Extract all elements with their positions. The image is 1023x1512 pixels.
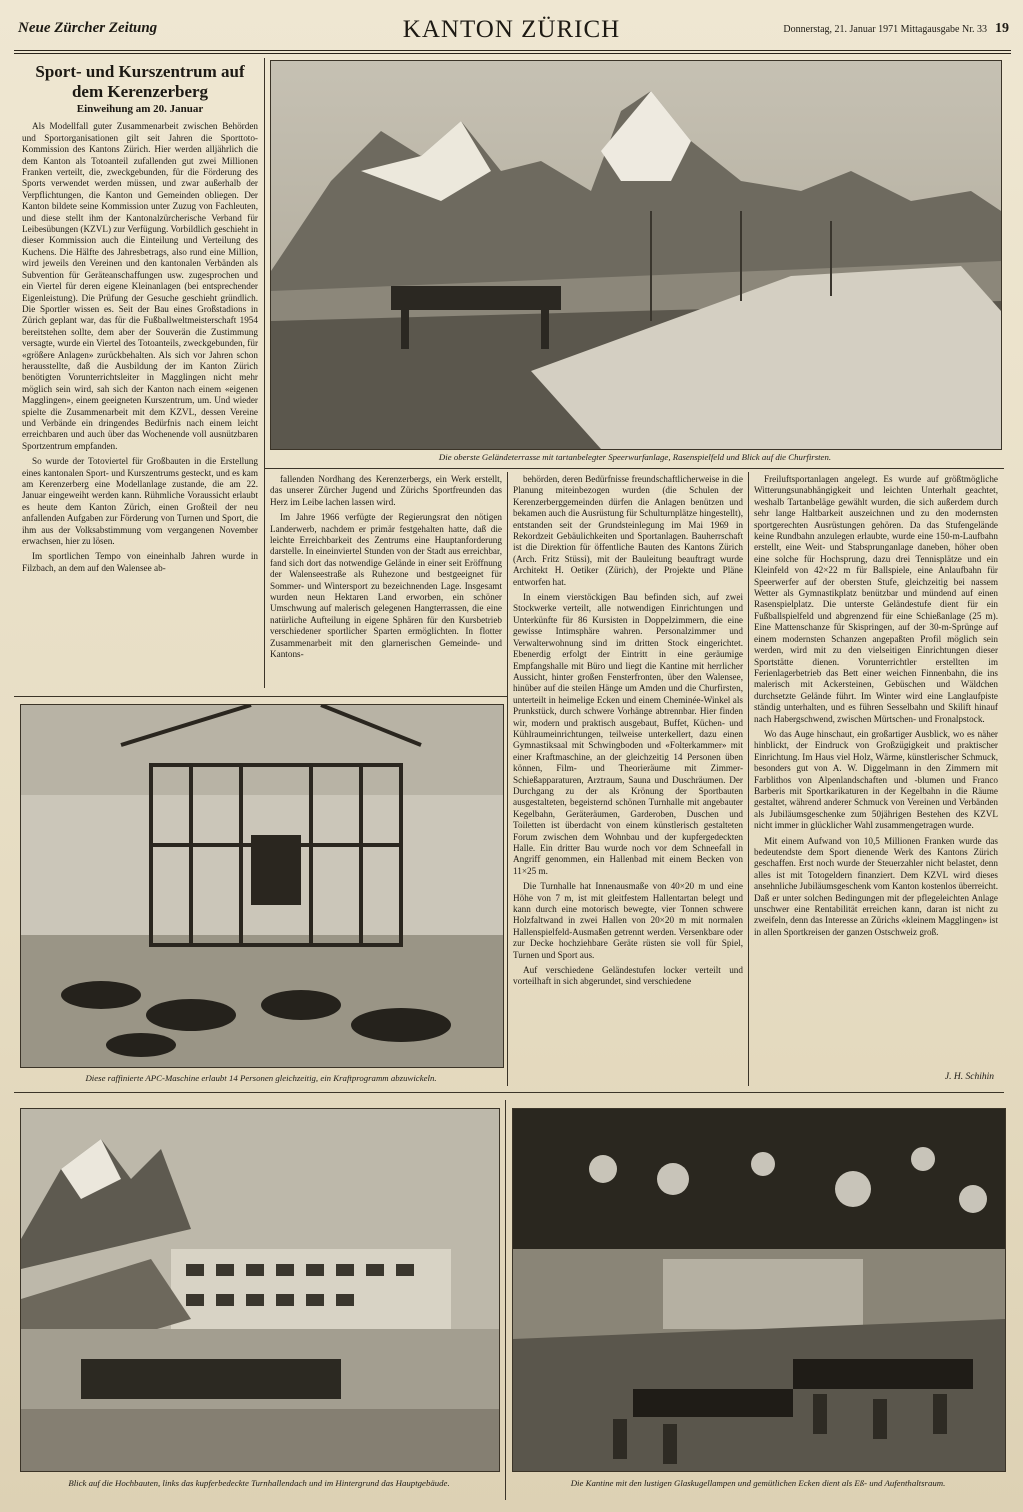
masthead <box>14 14 1009 48</box>
paragraph: Als Modellfall guter Zusammenarbeit zwischen Behörden und Sportorganisationen gilt seit Jahren die Sporttoto-Kommission des Kantons Zürich. Hier werden alljährlich die dem Kanton als Totoanteil zufallenden gut zwei Millionen Franken verteilt, die, zweckgebunden, für die Förderung des Sports verwendet werden müssen, und zwar außerhalb der Verpflichtungen, die Kanton und Gemeinden obliegen. Der Kanton bildete seine Kommission unter Zuzug von Fachleuten, und diese stellt ihm der Kantonalzürcherische Verband für Leibesübungen (KZVL) zur Verfügung. Vorbildlich geschieht in dieser Kommission auch die Einteilung und Verteilung des Kuchens. Die Hälfte des Jahresbetrags, also rund eine Million, wird jeweils den Vereinen und den kantonalen Verbänden als Subvention für Geräteanschaffungen usw. zugesprochen und ein Viertel für deren eigene Kleinanlagen (bei entsprechender Eigenleistung). Die Prüfung der Gesuche geschieht gründlich. Die Sportler wissen es. Seit der Bau eines Großstadions in Zürich geplant war, das für die Fußballweltmeisterschaft 1954 bereitstehen sollte, dem aber der Souverän die Zustimmung versagte, wurde ein Viertel des Totoanteils, zweckgebunden, für «größere Anlagen» zurückbehalten. Als sich vor Jahren schon herausstellte, daß die Ausbildung der im Kanton Zürich benötigten Vorunterrichtsleiter in Magglingen nicht mehr möglich sein wird, sah sich der Kanton nach einem «eigenen Magglingen», einem geeigneten Kurszentrum, um. Und wieder spielte die Zusammenarbeit mit dem KZVL, dessen Vereine und Verbände ein dringendes Bedürfnis nach einem leicht erreichbaren und auch über das Wochenende voll ausnützbaren Sportzentrum empfanden. <box>22 121 258 451</box>
photo-divider <box>14 696 507 697</box>
section-title: KANTON ZÜRICH <box>402 16 621 43</box>
masthead-rule-2 <box>14 53 1011 54</box>
paragraph: Im Jahre 1966 verfügte der Regierungsrat den nötigen Landerwerb, nachdem er primär festgehalten hatte, daß die leichte Erreichbarkeit des Zentrums eine Hauptanforderung darstelle. In eineinviertel Stunden von der Stadt aus erreichbar, fand sich dort das notwendige Gelände in einer seit Eröffnung der Walenseestraße als Ruhezone und bestgeeignet für Sommer- und Wintersport zu bezeichnenden Lage. Insgesamt wurden neun Hektaren Land erworben, ein schöner Umschwung auf malerisch gelegenen Hangterrassen, die eine natürliche Aufteilung in eigene Sphären für den Kursbetrieb verschiedener sportlicher Sparten ermöglichten. In flotter Zusammenarbeit mit den glarnerischen Gemeinde- und Kantons- <box>270 512 502 660</box>
paragraph: Auf verschiedene Geländestufen locker verteilt und vorteilhaft in sich abgerundet, sind verschiedene <box>513 965 743 987</box>
machine-photo-image <box>21 705 503 1067</box>
paragraph: Wo das Auge hinschaut, ein großartiger Ausblick, wo es näher hinblickt, der Eindruck von Großzügigkeit und praktischer Einrichtung. Im Haus viel Holz, Wärme, künstlerischer Schmuck, besonders gut von A. W. Diggelmann in den Zimmern mit Farblithos von Alpenlandschaften und -blumen und Franco Barberis mit Sportkarikaturen in der Kegelbahn in die Räume gestaltet, während anderer Schmuck von Vereinen und Verbänden als Jubiläumsgeschenke zum 50jährigen Bestehen des KZVL nicht immer in glücklicher Wahl zusammengetragen wurde. <box>754 728 998 831</box>
paragraph: So wurde der Totoviertel für Großbauten in die Erstellung eines kantonalen Sport- und Kurszentrums gesteckt, und es kam am Kerenzerberg eine Modellanlage zustande, die am 22. Januar eingeweiht werden kann. Rühmliche Voraussicht erlaubt es heute dem Kanton Zürich, einen Großteil der neu anfallenden Aufgaben zur Förderung von Turnen und Sport, die ihm aus der Volksabstimmung vom vergangenen November erwachsen, hier zu lösen. <box>22 456 258 547</box>
column-divider <box>505 1100 506 1500</box>
paragraph: Freiluftsportanlagen angelegt. Es wurde auf größtmögliche Witterungsunabhängigkeit und leichten Unterhalt geachtet, weshalb Tartanbeläge gewählt wurden, die sich außerdem durch sehr lange Haltbarkeit auszeichnen und zu den modernsten sportgerechten Ausrüstungen gehören. Da das Stufengelände keine Rundbahn anzulegen erlaubte, wurde eine 150-m-Laufbahn erstellt, eine Weit- und Stabsprunganlage daneben, höher oben eine solche für Hochsprung, dazu drei Tennisplätze und ein Kleinfeld von 42×22 m für Ballspiele, eine Anlaufbahn für Speerwerfer auf der obersten Stufe, gleichzeitig bei nassem Wetter als Gymnastikplatz benützbar und mündend auf einen Rasenspielplatz. Die unterste Geländestufe dient für ein Fußballspielfeld und abgrenzend für eine Schießanlage (25 m). Eine Mattenschanze für Skispringen, auf der 30-m-Sprünge auf einem modernsten Schanzen angepaßten Profil möglich sein werden, wird mit zu den vielseitigen Einrichtungen dieser Sportstätte dienen. Vorunterrichtler erstellten im Ferienlagerbetrieb das Bett einer weichen Finnenbahn, die ins malerisch mit Ackersteinen, Gebüschen und Wäldchen durchsetzte Gelände führt. Im Winter wird eine Langlaufpiste ständig unterhalten, und es führen Sesselbahn und Skilift hinauf nach Habergschwend, zwischen Mürtschen- und Fronalpstock. <box>754 474 998 724</box>
terrace-caption: Die oberste Geländeterrasse mit tartanbelegter Speerwurfanlage, Rasenspielfeld und Blick auf die Churfirsten. <box>438 452 832 462</box>
page-number: 19 <box>995 21 1009 36</box>
paragraph: In einem vierstöckigen Bau befinden sich, auf zwei Stockwerke verteilt, alle notwendigen Einrichtungen und Unterkünfte für 86 Kursisten in Doppelzimmern, die eine gewisse Intimsphäre wahren. Personalzimmer und Verwalterwohnung sind im dritten Stock eingerichtet. Ebenerdig erfolgt der Eintritt in eine geräumige Empfangshalle mit Büro und liegt die Kantine mit herrlicher Aussicht, hinter großen Fensterfronten, über den Walensee, hinüber auf die steilen Hänge um Amden und die Churfirsten, unterteilt in heimelige Ecken und einem Cheminée-Winkel als Prunkstück, durch schwere Vorhänge abtrennbar. Hier finden wir, modern und praktisch ausgebaut, Buffet, Küchen- und Kühlraumeinrichtungen, teilweise unterkellert, dazu einen Gymnastiksaal mit Schwingboden und «Folterkammer» mit einer Kraftmaschine, an der gleichzeitig 14 Personen üben können, Film- und Theorieräume mit Zimmer-Schießapparaturen, Arztraum, Sauna und Duschräumen. Der Durchgang zu der als Krönung der Sportbauten ausgestalteten, begeisternd schönen Turnhalle mit angebauter Kegelbahn, Geräteräumen, Garderoben, Duschen und Toiletten ist überdacht von einem künstlerisch gestalteten Forum zwischen dem Wohnbau und der kupfergedeckten Halle. Ein dritter Bau wurde noch vor dem Schneefall in Angriff genommen, ein Hallenbad mit einem Becken von 11×25 m. <box>513 592 743 876</box>
terrace-photo-image <box>271 61 1001 449</box>
canteen-caption: Die Kantine mit den lustigen Glaskugellampen und gemütlichen Ecken dient als Eß- und Aufenthaltsraum. <box>570 1478 946 1488</box>
column-divider <box>264 58 265 688</box>
article-headline: Sport- und Kurszentrum auf dem Kerenzerberg <box>35 62 245 101</box>
buildings-photo-image <box>21 1109 499 1471</box>
terrace-photo <box>270 60 1002 450</box>
paragraph: fallenden Nordhang des Kerenzerbergs, ein Werk erstellt, das unserer Zürcher Jugend und Zürichs Sportfreunden das Herz im Leibe lachen lassen wird. <box>270 474 502 507</box>
paper-name: Neue Zürcher Zeitung <box>18 20 158 36</box>
photo-divider <box>264 468 1004 469</box>
paragraph: Im sportlichen Tempo von eineinhalb Jahren wurde in Filzbach, an dem auf den Walensee ab- <box>22 551 258 573</box>
paragraph: behörden, deren Bedürfnisse freundschaftlicherweise in die Planung miteinbezogen wurden (die Schulen der Kerenzerberggemeinden dürfen die Anlagen benützen und bekamen auch die Ausrüstung für Schulturnplätze hingestellt), entstanden seit der Grundsteinlegung im Mai 1969 in Rekordzeit Gebäulichkeiten und Sportanlagen. Bauherrschaft ist die Direktion für öffentliche Bauten des Kantons Zürich (Arch. Fritz Stüssi), mit der Bauleitung beauftragt wurde Architekt H. Oetiker (Zürich), der Projekte und Pläne entworfen hat. <box>513 474 743 587</box>
article-column-3 <box>513 474 743 1084</box>
author-signature: J. H. Schihin <box>944 1072 994 1082</box>
column-divider <box>507 472 508 1086</box>
article-column-1 <box>22 60 258 688</box>
paragraph: Die Turnhalle hat Innenausmaße von 40×20 m und eine Höhe von 7 m, ist mit gleitfestem Hallentartan belegt und kann durch eine motorisch bewegte, vier Tonnen schwere Holzfaltwand in zwei Hallen von 20×20 m mit normalen Hallenspielfeld-Ausmaßen getrennt werden. Versenkbare oder zur Decke hochziehbare Geräte rüsten sie voll für Spiel, Turnen und Sport aus. <box>513 881 743 960</box>
dateline: Donnerstag, 21. Januar 1971 Mittagausgabe Nr. 33 <box>783 24 987 35</box>
machine-caption: Diese raffinierte APC-Maschine erlaubt 14 Personen gleichzeitig, ein Kraftprogramm abzuwickeln. <box>85 1073 437 1083</box>
masthead-rule <box>14 50 1011 51</box>
paragraph: Mit einem Aufwand von 10,5 Millionen Franken wurde das bedeutendste dem Sport dienende Werk des Kantons Zürich geschaffen. Erst noch wurde der Steuerzahler nicht belastet, denn alles ist mit Totogeldern finanziert. Dem KZVL wird dieses ansehnliche Jubiläumsgeschenk vom Kanton kostenlos überreicht. Daß er unter solchen Bedingungen mit der pflegeleichten Anlage unschwer eine Rentabilität erreichen kann, daran ist nicht zu zweifeln, denn das Interesse an Zürichs «kleinem Magglingen» ist in allen Sportkreisen der ganzen Ostschweiz groß. <box>754 835 998 937</box>
buildings-photo <box>20 1108 500 1472</box>
machine-photo <box>20 704 504 1068</box>
canteen-photo <box>512 1108 1006 1472</box>
article-column-4 <box>754 474 998 1068</box>
section-divider <box>14 1092 1004 1093</box>
article-column-2 <box>270 474 502 688</box>
article-subheadline: Einweihung am 20. Januar <box>76 103 204 115</box>
column-divider <box>748 472 749 1086</box>
canteen-photo-image <box>513 1109 1005 1471</box>
buildings-caption: Blick auf die Hochbauten, links das kupferbedeckte Turnhallendach und im Hintergrund das Hauptgebäude. <box>68 1478 450 1488</box>
